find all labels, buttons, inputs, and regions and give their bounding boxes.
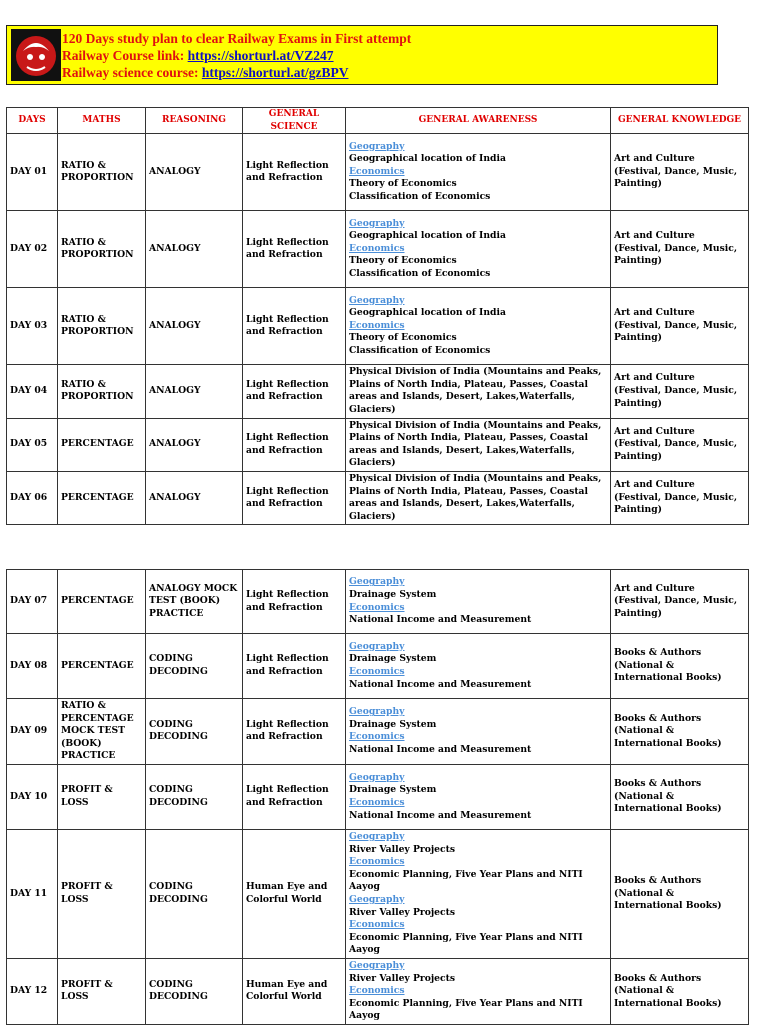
table-header-row [7,108,749,134]
reasoning-cell: ANALOGY MOCK TEST (BOOK) PRACTICE [146,570,243,634]
ga-topic: River Valley Projects [349,906,456,918]
ga-cell [346,764,611,829]
ga-topic: Theory of Economics [349,255,457,267]
column-header: GENERAL KNOWLEDGE [611,108,749,134]
ga-topic: River Valley Projects [349,843,456,855]
science-cell: Human Eye and Colorful World [243,829,346,958]
header-title: 120 Days study plan to clear Railway Exams in First attempt [62,31,412,46]
ga-cell: Physical Division of India (Mountains and Peaks, Plains of North India, Plateau, Passes, Coastal areas and Islands, Desert, Lakes,Waterfalls, Glaciers) [346,471,611,524]
day-cell: DAY 06 [7,471,58,524]
geography-link[interactable]: Geography [349,706,405,718]
table-row [7,134,749,211]
geography-link[interactable]: Geography [349,771,405,783]
day-cell: DAY 05 [7,418,58,471]
table-row [7,699,749,765]
ga-topic: Drainage System [349,718,437,730]
geography-link[interactable]: Geography [349,831,405,842]
maths-cell: PERCENTAGE [58,471,146,524]
day-cell: DAY 08 [7,634,58,699]
column-header: DAYS [7,108,58,134]
ga-topic: National Income and Measurement [349,678,532,690]
table-row [7,634,749,699]
table-row [7,418,749,471]
ga-cell [346,699,611,765]
economics-link[interactable]: Economics [349,985,405,997]
geography-link[interactable]: Geography [349,959,405,971]
ga-cell [346,134,611,211]
column-header: GENERAL SCIENCE [243,108,346,134]
ga-topic: Classification of Economics [349,345,491,357]
economics-link[interactable]: Economics [349,165,405,177]
geography-link[interactable]: Geography [349,294,405,306]
science-cell: Light Reflection and Refraction [243,134,346,211]
ga-topic: Geographical location of India [349,307,506,319]
economics-link[interactable]: Economics [349,242,405,254]
table-row [7,570,749,634]
column-header: REASONING [146,108,243,134]
ga-cell: Physical Division of India (Mountains and Peaks, Plains of North India, Plateau, Passes, Coastal areas and Islands, Desert, Lakes,Waterfalls, Glaciers) [346,365,611,418]
header-banner [6,25,718,85]
course-link-label: Railway Course link: [62,48,188,63]
day-cell: DAY 12 [7,958,58,1024]
science-course-link[interactable]: https://shorturl.at/gzBPV [201,65,349,80]
table-row [7,471,749,524]
table-row [7,764,749,829]
maths-cell: RATIO & PROPORTION [58,365,146,418]
logo-icon [11,29,61,81]
day-cell: DAY 11 [7,829,58,958]
ga-topic: National Income and Measurement [349,809,532,821]
ga-cell: Physical Division of India (Mountains and Peaks, Plains of North India, Plateau, Passes, Coastal areas and Islands, Desert, Lakes,Waterfalls, Glaciers) [346,418,611,471]
column-header: MATHS [58,108,146,134]
reasoning-cell: ANALOGY [146,211,243,288]
maths-cell: PERCENTAGE [58,634,146,699]
day-cell: DAY 09 [7,699,58,765]
ga-topic: Geographical location of India [349,230,506,242]
study-plan-table-2 [6,569,749,1025]
table-row [7,211,749,288]
science-cell: Light Reflection and Refraction [243,365,346,418]
reasoning-cell: CODING DECODING [146,958,243,1024]
science-cell: Light Reflection and Refraction [243,471,346,524]
economics-link[interactable]: Economics [349,601,405,613]
maths-cell: RATIO & PROPORTION [58,134,146,211]
maths-cell: PROFIT & LOSS [58,764,146,829]
study-plan-table-1 [6,107,749,525]
science-cell: Light Reflection and Refraction [243,288,346,365]
ga-topic: Theory of Economics [349,178,457,190]
ga-topic: River Valley Projects [349,972,456,984]
geography-link[interactable]: Geography [349,893,405,905]
economics-link[interactable]: Economics [349,856,405,868]
ga-topic: Geographical location of India [349,153,506,165]
reasoning-cell: ANALOGY [146,418,243,471]
geography-link[interactable]: Geography [349,140,405,152]
ga-cell [346,288,611,365]
science-cell: Light Reflection and Refraction [243,211,346,288]
maths-cell: RATIO & PROPORTION [58,211,146,288]
science-cell: Human Eye and Colorful World [243,958,346,1024]
science-cell: Light Reflection and Refraction [243,764,346,829]
reasoning-cell: CODING DECODING [146,764,243,829]
gk-cell: Art and Culture (Festival, Dance, Music, Painting) [611,288,749,365]
gk-cell: Books & Authors (National & International Books) [611,699,749,765]
economics-link[interactable]: Economics [349,919,405,931]
ga-topic: Drainage System [349,784,437,796]
gk-cell: Art and Culture (Festival, Dance, Music, Painting) [611,365,749,418]
table-row [7,288,749,365]
day-cell: DAY 04 [7,365,58,418]
day-cell: DAY 03 [7,288,58,365]
gk-cell: Books & Authors (National & International Books) [611,958,749,1024]
maths-cell: RATIO & PROPORTION [58,288,146,365]
ga-topic: National Income and Measurement [349,614,532,626]
ga-cell [346,829,611,958]
table-row [7,829,749,958]
science-cell: Light Reflection and Refraction [243,699,346,765]
day-cell: DAY 07 [7,570,58,634]
economics-link[interactable]: Economics [349,731,405,743]
day-cell: DAY 01 [7,134,58,211]
ga-cell [346,958,611,1024]
maths-cell: PROFIT & LOSS [58,829,146,958]
science-course-link-label: Railway science course: [62,65,202,80]
maths-cell: RATIO & PERCENTAGE MOCK TEST (BOOK) PRACTICE [58,699,146,765]
geography-link[interactable]: Geography [349,217,405,229]
day-cell: DAY 10 [7,764,58,829]
gk-cell: Books & Authors (National & International Books) [611,829,749,958]
gk-cell: Art and Culture (Festival, Dance, Music, Painting) [611,418,749,471]
column-header: GENERAL AWARENESS [346,108,611,134]
maths-cell: PROFIT & LOSS [58,958,146,1024]
table-row [7,958,749,1024]
ga-topic: Economic Planning, Five Year Plans and NITI Aayog [349,931,583,956]
science-cell: Light Reflection and Refraction [243,418,346,471]
reasoning-cell: CODING DECODING [146,699,243,765]
science-cell: Light Reflection and Refraction [243,634,346,699]
ga-topic: Economic Planning, Five Year Plans and NITI Aayog [349,997,583,1022]
gk-cell: Art and Culture (Festival, Dance, Music, Painting) [611,570,749,634]
economics-link[interactable]: Economics [349,666,405,677]
day-cell: DAY 02 [7,211,58,288]
gk-cell: Art and Culture (Festival, Dance, Music, Painting) [611,471,749,524]
ga-topic: Classification of Economics [349,191,491,203]
gk-cell: Art and Culture (Festival, Dance, Music, Painting) [611,134,749,211]
ga-topic: Economic Planning, Five Year Plans and NITI Aayog [349,868,583,893]
maths-cell: PERCENTAGE [58,418,146,471]
course-link[interactable]: https://shorturl.at/VZ247 [187,48,334,63]
geography-link[interactable]: Geography [349,640,405,652]
ga-topic: Drainage System [349,653,437,665]
table-row [7,365,749,418]
maths-cell: PERCENTAGE [58,570,146,634]
economics-link[interactable]: Economics [349,796,405,808]
ga-topic: Drainage System [349,588,437,600]
ga-cell [346,634,611,699]
reasoning-cell: ANALOGY [146,288,243,365]
gk-cell: Art and Culture (Festival, Dance, Music, Painting) [611,211,749,288]
reasoning-cell: ANALOGY [146,365,243,418]
ga-cell [346,211,611,288]
reasoning-cell: CODING DECODING [146,634,243,699]
ga-topic: Classification of Economics [349,268,491,280]
ga-topic: Theory of Economics [349,332,457,344]
gk-cell: Books & Authors (National & International Books) [611,764,749,829]
science-cell: Light Reflection and Refraction [243,570,346,634]
reasoning-cell: ANALOGY [146,134,243,211]
geography-link[interactable]: Geography [349,576,405,588]
ga-topic: National Income and Measurement [349,744,532,756]
economics-link[interactable]: Economics [349,319,405,331]
reasoning-cell: CODING DECODING [146,829,243,958]
reasoning-cell: ANALOGY [146,471,243,524]
gk-cell: Books & Authors (National & International Books) [611,634,749,699]
ga-cell [346,570,611,634]
